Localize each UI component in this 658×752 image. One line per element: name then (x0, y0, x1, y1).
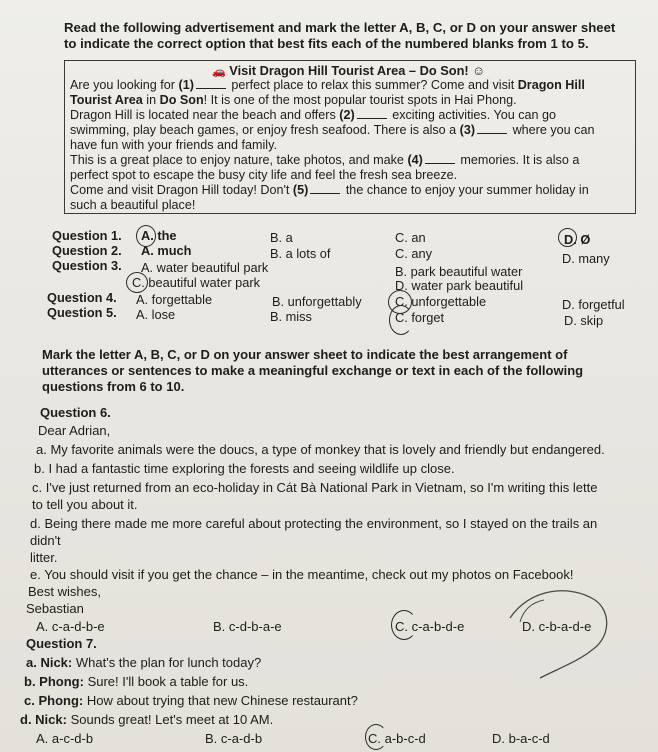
ad-line-3: Dragon Hill is located near the beach and offers (2) exciting activities. You can go (70, 108, 557, 122)
ad-line-4: swimming, play beach games, or enjoy fresh seafood. There is also a (3) where you can (70, 123, 595, 137)
q6-option-c[interactable]: C. c-a-b-d-e (395, 619, 465, 634)
blank-3 (477, 123, 507, 134)
q7-line-b: b. Phong: Sure! I'll book a table for us. (24, 674, 249, 689)
part2-instruction-line1: Mark the letter A, B, C, or D on your answer sheet to indicate the best arrangement of (42, 347, 568, 362)
q6-sentence-d-cont: didn't (30, 533, 61, 548)
q4-option-a[interactable]: A. forgettable (136, 292, 213, 307)
q7-option-b[interactable]: B. c-a-d-b (205, 731, 263, 746)
q3-option-b[interactable]: B. park beautiful water (395, 264, 523, 279)
ad-title-text: Visit Dragon Hill Tourist Area – Do Son! (229, 63, 469, 78)
question-1-label: Question 1. (52, 228, 122, 243)
part2-instruction-line2: utterances or sentences to make a meaningful exchange or text in each of the following (42, 363, 584, 378)
blank-number-2: (2) (339, 108, 355, 122)
q6-sentence-d: d. Being there made me more careful about protecting the environment, so I stayed on the trails an (30, 516, 598, 531)
question-2-label: Question 2. (52, 243, 122, 258)
q6-sentence-b: b. I had a fantastic time exploring the forests and seeing wildlife up close. (34, 461, 455, 476)
q6-sentence-c-cont: to tell you about it. (32, 497, 138, 512)
q6-option-d[interactable]: D. c-b-a-d-e (522, 619, 592, 634)
q5-option-b[interactable]: B. miss (270, 309, 312, 324)
q6-option-a[interactable]: A. c-a-d-b-e (36, 619, 105, 634)
answer-circle-q3 (126, 272, 148, 293)
letter-greeting: Dear Adrian, (38, 423, 111, 438)
blank-5 (310, 183, 340, 194)
question-5-label: Question 5. (47, 305, 117, 320)
q6-sentence-a: a. My favorite animals were the doucs, a type of monkey that is lovely and friendly but endangered. (36, 442, 605, 457)
part1-instruction-line1: Read the following advertisement and mark the letter A, B, C, or D on your answer sheet (64, 20, 616, 35)
q6-sentence-e: e. You should visit if you get the chance – in the meantime, check out my photos on Facebook! (30, 567, 574, 582)
question-4-label: Question 4. (47, 290, 117, 305)
q7-line-d: d. Nick: Sounds great! Let's meet at 10 AM. (20, 712, 274, 727)
q6-option-b[interactable]: B. c-d-b-a-e (213, 619, 282, 634)
q2-option-d[interactable]: D. many (562, 251, 610, 266)
answer-circle-q1-d (558, 228, 577, 247)
blank-number-1: (1) (178, 78, 194, 92)
ad-line-6: This is a great place to enjoy nature, take photos, and make (4) memories. It is also a (70, 153, 580, 167)
q6-sentence-c: c. I've just returned from an eco-holiday in Cát Bà National Park in Vietnam, so I'm writing this lette (32, 480, 598, 495)
letter-signature: Sebastian (26, 601, 84, 616)
q1-option-b[interactable]: B. a (270, 230, 293, 245)
ad-line-2: Tourist Area in Do Son! It is one of the most popular tourist spots in Hai Phong. (70, 93, 517, 107)
blank-number-4: (4) (407, 153, 423, 167)
q2-option-a[interactable]: A. much (141, 243, 192, 258)
part1-instruction-line2: to indicate the correct option that best fits each of the numbered blanks from 1 to 5. (64, 36, 589, 51)
q5-option-d[interactable]: D. skip (564, 313, 604, 328)
answer-circle-q1 (136, 225, 156, 247)
q7-option-d[interactable]: D. b-a-c-d (492, 731, 550, 746)
ad-line-8: Come and visit Dragon Hill today! Don't (5) the chance to enjoy your summer holiday in (70, 183, 589, 197)
ad-line-5: have fun with your friends and family. (70, 138, 277, 152)
q7-line-c: c. Phong: How about trying that new Chinese restaurant? (24, 693, 358, 708)
answer-circle-q7 (365, 724, 387, 750)
q2-option-c[interactable]: C. any (395, 246, 432, 261)
question-7-label: Question 7. (26, 636, 97, 651)
ad-line-7: perfect spot to escape the busy city life and feel the fresh sea breeze. (70, 168, 458, 182)
ad-line-1: Are you looking for (1) perfect place to relax this summer? Come and visit Dragon Hill (70, 78, 585, 92)
q1-option-c[interactable]: C. an (395, 230, 426, 245)
q4-option-c[interactable]: C. unforgettable (395, 294, 487, 309)
smile-icon: ☺ (472, 63, 486, 78)
blank-1 (196, 78, 226, 89)
q5-option-a[interactable]: A. lose (136, 307, 176, 322)
q3-option-c[interactable]: C. beautiful water park (132, 275, 261, 290)
q3-option-a[interactable]: A. water beautiful park (141, 260, 269, 275)
pencil-scribble-mark (500, 578, 620, 688)
q3-option-d[interactable]: D. water park beautiful (395, 278, 524, 293)
ad-title (212, 63, 485, 78)
blank-number-5: (5) (292, 183, 309, 197)
car-icon: 🚗 (212, 66, 226, 78)
blank-number-3: (3) (459, 123, 476, 137)
ad-line-9: such a beautiful place! (70, 198, 196, 212)
q7-line-a: a. Nick: What's the plan for lunch today? (26, 655, 262, 670)
answer-circle-q6 (391, 610, 417, 640)
q6-sentence-d-end: litter. (30, 550, 58, 565)
blank-4 (425, 153, 455, 164)
answer-circle-q5 (389, 305, 413, 335)
blank-2 (357, 108, 387, 119)
q5-option-c[interactable]: C. forget (395, 310, 445, 325)
part2-instruction-line3: questions from 6 to 10. (42, 379, 185, 394)
q4-option-d[interactable]: D. forgetful (562, 297, 625, 312)
q2-option-b[interactable]: B. a lots of (270, 246, 331, 261)
q1-option-d[interactable]: D. Ø (564, 232, 591, 247)
question-6-label: Question 6. (40, 405, 111, 420)
q7-option-a[interactable]: A. a-c-d-b (36, 731, 94, 746)
q7-option-c[interactable]: C. a-b-c-d (368, 731, 426, 746)
q1-option-a[interactable]: A. the (141, 228, 177, 243)
q4-option-b[interactable]: B. unforgettably (272, 294, 362, 309)
letter-closing: Best wishes, (28, 584, 101, 599)
question-3-label: Question 3. (52, 258, 122, 273)
